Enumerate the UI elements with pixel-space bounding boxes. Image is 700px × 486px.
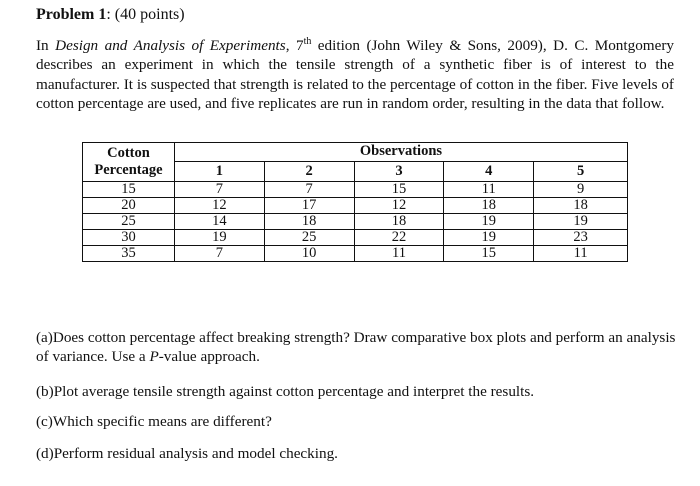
observation-cell: 18 xyxy=(534,198,628,214)
observation-cell: 18 xyxy=(444,198,534,214)
observation-cell: 25 xyxy=(264,230,354,246)
observation-cell: 7 xyxy=(174,246,264,262)
problem-label: Problem 1 xyxy=(36,6,107,23)
table-header-row xyxy=(83,143,628,162)
observation-cell: 23 xyxy=(534,230,628,246)
observation-cell: 12 xyxy=(354,198,444,214)
observation-cell: 9 xyxy=(534,182,628,198)
question-a-text-end: -value approach. xyxy=(158,348,260,365)
column-header: 3 xyxy=(354,161,444,181)
observation-cell: 19 xyxy=(174,230,264,246)
problem-heading xyxy=(36,6,185,24)
table-row xyxy=(83,230,628,246)
observations-header: Observations xyxy=(174,143,627,162)
intro-text-1: In xyxy=(36,37,56,55)
table-row xyxy=(83,246,628,262)
table-row xyxy=(83,198,628,214)
question-a xyxy=(36,328,676,366)
intro-text-2: , 7 xyxy=(285,37,304,55)
question-a-text: (a)Does cotton percentage affect breaking strength? Draw comparative box plots and perform an analysis of variance. Use a xyxy=(36,329,676,365)
cotton-percentage-cell: 35 xyxy=(83,246,175,262)
observations-table xyxy=(82,142,628,262)
observation-cell: 18 xyxy=(264,214,354,230)
column-header: 2 xyxy=(264,161,354,181)
observation-cell: 10 xyxy=(264,246,354,262)
observation-cell: 7 xyxy=(264,182,354,198)
book-title: Design and Analysis of Experiments xyxy=(55,37,286,55)
table-row xyxy=(83,182,628,198)
observation-cell: 19 xyxy=(444,214,534,230)
column-header: 5 xyxy=(534,161,628,181)
cotton-percentage-cell: 15 xyxy=(83,182,175,198)
observation-cell: 15 xyxy=(354,182,444,198)
p-value-symbol: P xyxy=(149,348,159,365)
observation-cell: 19 xyxy=(534,214,628,230)
observation-cell: 19 xyxy=(444,230,534,246)
column-header: 1 xyxy=(174,161,264,181)
observation-cell: 17 xyxy=(264,198,354,214)
observation-cell: 11 xyxy=(534,246,628,262)
observation-cell: 15 xyxy=(444,246,534,262)
cotton-percentage-header: Cotton Percentage xyxy=(83,143,175,182)
observation-cell: 7 xyxy=(174,182,264,198)
intro-paragraph xyxy=(36,32,674,113)
cotton-percentage-cell: 25 xyxy=(83,214,175,230)
cotton-percentage-cell: 30 xyxy=(83,230,175,246)
problem-points: : (40 points) xyxy=(106,6,185,23)
observation-cell: 11 xyxy=(354,246,444,262)
observation-cell: 18 xyxy=(354,214,444,230)
observation-cell: 22 xyxy=(354,230,444,246)
column-header: 4 xyxy=(444,161,534,181)
observation-cell: 12 xyxy=(174,198,264,214)
table-row xyxy=(83,214,628,230)
question-c: (c)Which specific means are different? xyxy=(36,413,272,430)
question-b: (b)Plot average tensile strength against cotton percentage and interpret the results. xyxy=(36,383,535,400)
cotton-percentage-cell: 20 xyxy=(83,198,175,214)
observation-cell: 11 xyxy=(444,182,534,198)
intro-text-3: edition (John Wiley & Sons, 2009), D. C. Montgomery describes an experiment in which the tensile strength of a synthetic fiber is of interest to the manufacturer. It is suspected that strength is related to the percentage of cotton in the fiber. Five levels of cotton percentage are used, and five replicates are run in random order, resulting in the data that follow. xyxy=(36,37,675,112)
edition-suffix: th xyxy=(303,36,312,47)
question-d: (d)Perform residual analysis and model checking. xyxy=(36,445,338,462)
observation-cell: 14 xyxy=(174,214,264,230)
